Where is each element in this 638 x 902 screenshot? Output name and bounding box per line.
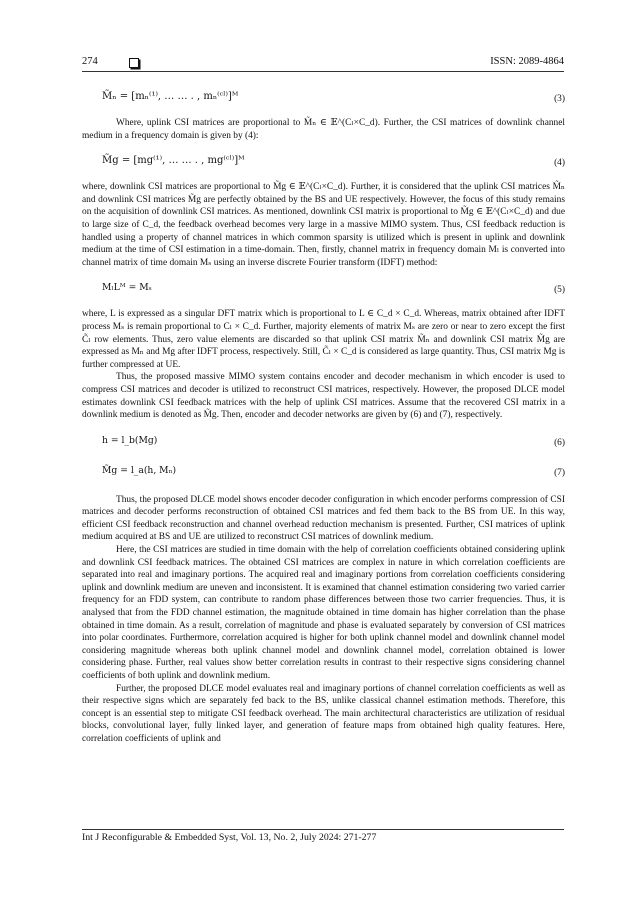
equation-3	[82, 84, 565, 114]
body-content	[82, 84, 565, 746]
equation-5-expression: MₗLᴹ = Mₛ	[102, 282, 152, 294]
equation-4-expression: M̃g = [mg⁽¹⁾, … … . , mg⁽ᶜˡ⁾]ᴹ	[102, 155, 245, 167]
checkbox-glyph-icon	[129, 58, 139, 68]
equation-4-number: (4)	[554, 158, 565, 169]
equation-3-expression: M̃ₙ = [mₙ⁽¹⁾, … … . , mₙ⁽ᶜˡ⁾]ᴹ	[102, 91, 239, 102]
paragraph-5: Thus, the proposed DLCE model shows encoder decoder configuration in which encoder performs compression of CSI matrices and decoder performs reconstruction of obtained CSI matrices and fed them back to the BS from UE. In this way, efficient CSI feedback reconstruction and channel overhead reduction mechanism is presented. Further, CSI matrices of uplink medium acquired at BS and UE are utilized to reconstruct CSI matrices of downlink medium.	[82, 494, 565, 543]
paragraph-3: where, L is expressed as a singular DFT matrix which is proportional to L ∈ C_d × C_d. Whereas, matrix obtained after IDFT process Mₛ is remain proportional to Cₗ × C_d. Further, majority elements of matrix Mₛ are zero or near to zero except the first C̃ₗ row elements. Thus, zero value elements are discarded so that uplink CSI matrix M̃ₙ and downlink CSI matrix M̃g are expressed as Mₙ and Mg after IDFT process, respectively. Still, C̃ₗ × C_d is considered as large quantity. Thus, CSI matrix Mg is further compressed at UE.	[82, 309, 565, 370]
equation-7	[82, 458, 565, 488]
equation-4	[82, 148, 565, 178]
equation-5	[82, 275, 565, 305]
paragraph-7: Further, the proposed DLCE model evaluates real and imaginary portions of channel correlation coefficients as well as their respective signs which are separately fed back to the BS, unlike classical channel estimation methods. Therefore, this concept is an essential step to mitigate CSI feedback overhead. The main architectural characteristics are utilization of residual blocks, convolutional layer, fully linked layer, and generation of feature maps from obtained high quality features. Here, correlation coefficients of uplink and	[82, 683, 565, 744]
page-number: 274	[82, 56, 98, 67]
paragraph-4: Thus, the proposed massive MIMO system contains encoder and decoder mechanism in which encoder is used to compress CSI matrices and decoder is utilized to reconstruct CSI matrices, respectively. However, the proposed DLCE model estimates downlink CSI feedback matrices with the help of uplink CSI matrices. Assume that the recovered CSI matrix in a downlink medium is denoted as M̃g. Then, encoder and decoder networks are given by (6) and (7), respectively.	[82, 372, 565, 421]
equation-3-number: (3)	[554, 94, 565, 104]
equation-6-expression: h = l_b(Mg)	[102, 434, 158, 446]
paragraph-1: Where, uplink CSI matrices are proportional to M̃ₙ ∈ 𝔼^(Cₗ×C_d). Further, the CSI matrices of downlink channel medium in a frequency domain is given by (4):	[82, 118, 565, 141]
journal-citation: Int J Reconfigurable & Embedded Syst, Vol. 13, No. 2, July 2024: 271-277	[82, 832, 377, 843]
paragraph-2: where, downlink CSI matrices are proportional to M̃g ∈ 𝔼^(Cₗ×C_d). Further, it is considered that the uplink CSI matrices M̃ₙ and downlink CSI matrices M̃g are perfectly obtained by the BS and UE respectively. However, the focus of this study remains on the acquisition of downlink CSI matrices. As mentioned, downlink CSI matrix is proportional to M̃g ∈ 𝔼^(Cₗ×C_d) and due to large size of C_d, the feedback overhead becomes very large in a massive MIMO system. Thus, CSI feedback reduction is handled using a property of channel matrices in which common sparsity is utilized which is present in uplink and downlink medium at the time of CSI estimation in a time-domain. Then, firstly, channel matrix in frequency domain Mₗ is converted into channel matrix of time domain Mₛ using an inverse discrete Fourier transform (IDFT) method:	[82, 182, 565, 268]
equation-6-number: (6)	[554, 437, 565, 448]
footer-rule	[82, 829, 564, 830]
header-rule	[82, 71, 564, 72]
paragraph-6: Here, the CSI matrices are studied in time domain with the help of correlation coefficients obtained considering uplink and downlink CSI feedback matrices. The obtained CSI matrices are complex in nature in which correlation coefficients are separated into real and imaginary portions. The acquired real and imaginary portions from correlation coefficients considering uplink and downlink medium are uneven and inconsistent. It is examined that channel estimation considering two varied carrier frequency for an FDD system, can contribute to random phase differences between those two carrier frequencies. Thus, it is analysed that from the FDD channel estimation, the magnitude obtained in time domain has higher correlation than the phase obtained in time domain. As a result, correlation of magnitude and phase is evaluated separately by conversion of CSI matrices into polar coordinates. Furthermore, correlation acquired is higher for both uplink channel model and downlink channel model considering magnitude whereas both uplink channel model and downlink channel model, correlation obtained is lower considering phase. Further, real values show better correlation results in contrast to their respective signs considering channel coefficients of both uplink and downlink medium.	[82, 545, 565, 681]
equation-7-number: (7)	[554, 467, 565, 478]
page-footer	[82, 829, 564, 843]
issn-label: ISSN: 2089-4864	[490, 56, 564, 67]
equation-6	[82, 428, 565, 458]
equation-7-expression: M̃g = l_a(h, Mₙ)	[102, 464, 177, 476]
equation-5-number: (5)	[554, 285, 565, 296]
page-header	[82, 56, 564, 72]
